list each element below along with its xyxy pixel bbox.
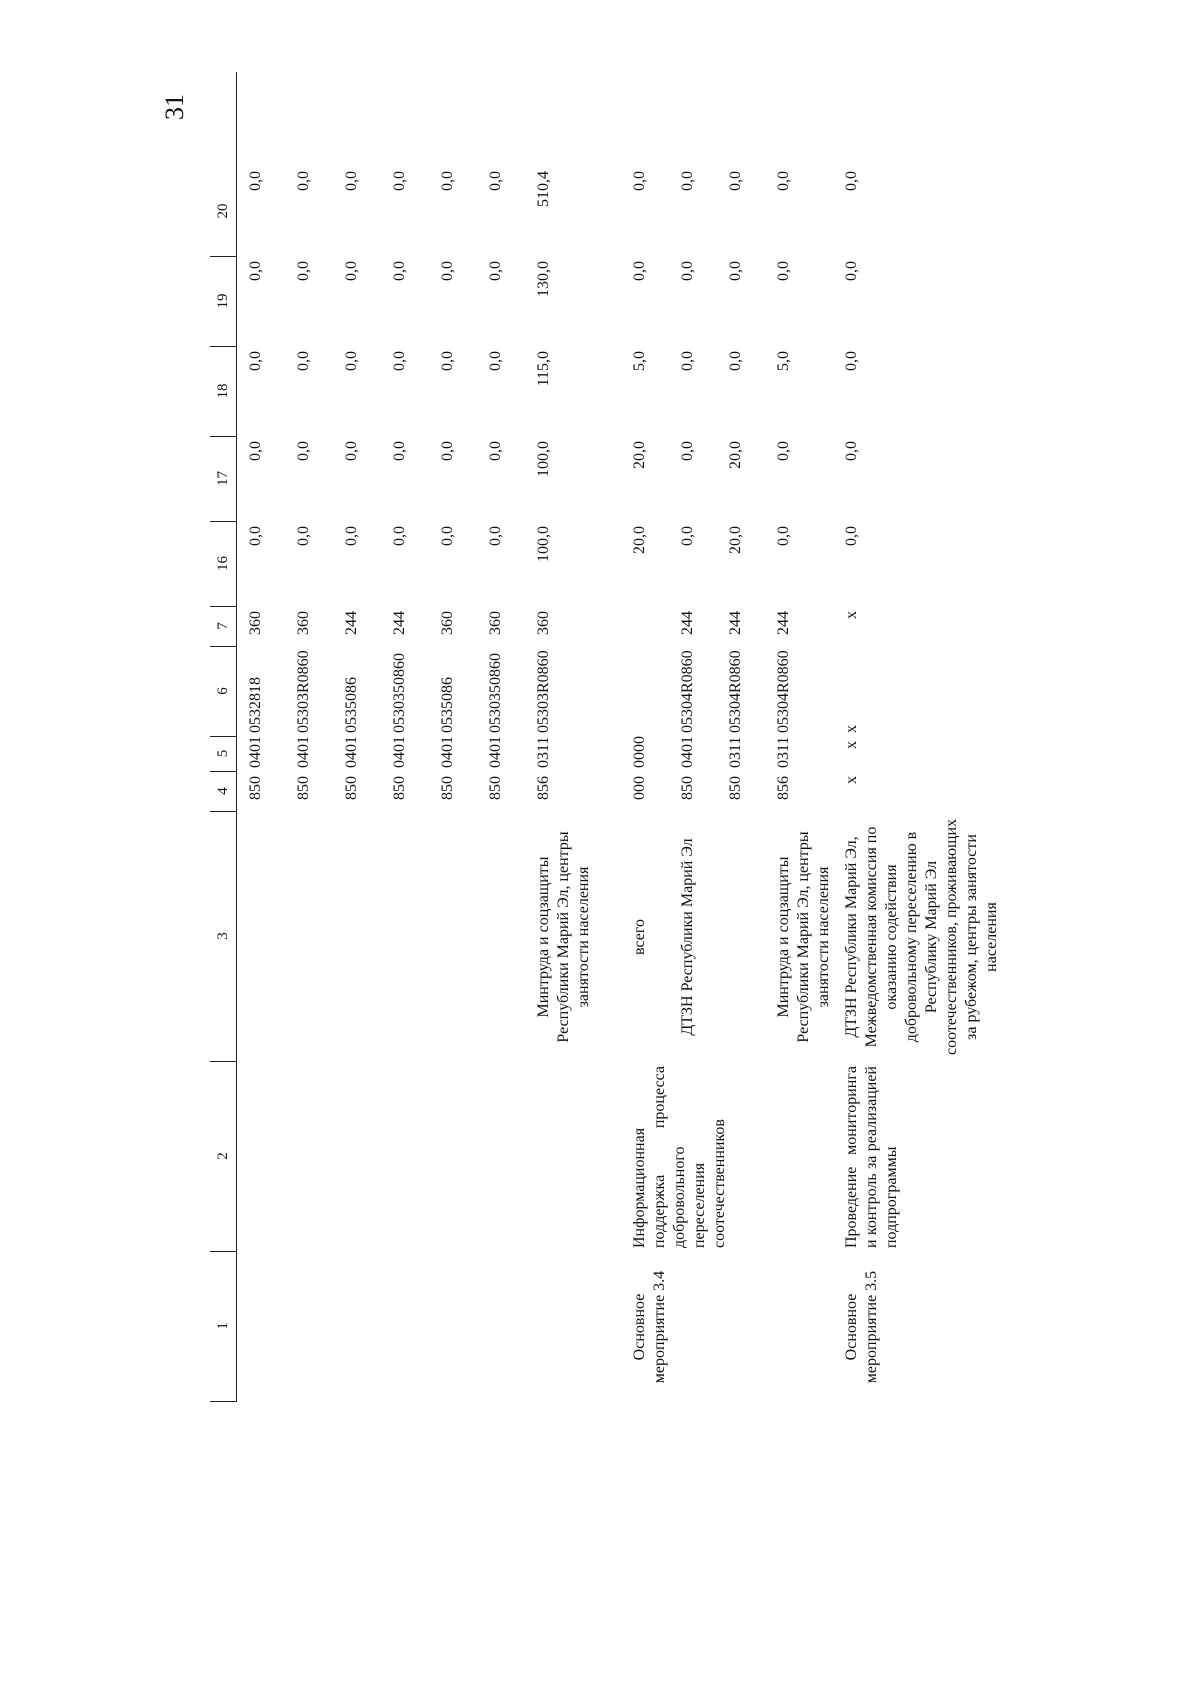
cell-c16: 0,0 [487,526,504,546]
cell-c18: 0,0 [727,351,744,371]
cell-c19: 130,0 [535,261,552,297]
cell-c18: 0,0 [679,351,696,371]
cell-c5: 0311 [775,736,792,768]
cell-c17: 0,0 [487,441,504,461]
cell-c2: Информационная поддержка процесса добровольного переселения соотечественников [631,1066,728,1248]
header-cell-4: 4 [210,771,236,812]
cell-c20: 0,0 [439,171,456,191]
cell-c4: 856 [535,776,552,800]
header-cell-5: 5 [210,736,236,772]
cell-c16: 0,0 [247,526,264,546]
header-cell-19: 19 [210,256,236,347]
cell-c20: 0,0 [391,171,408,191]
header-cell-6: 6 [210,646,236,737]
cell-c5: 0401 [295,736,312,768]
cell-c6: 0532818 [247,677,264,733]
cell-c7: 244 [727,611,744,635]
header-cell-2: 2 [210,1061,236,1252]
cell-c6: 0530350860 [391,653,408,733]
header-cell-3: 3 [210,811,236,1062]
cell-c5: 0401 [439,736,456,768]
cell-c3: Минтруда и соцзащиты Республики Марий Эл, центры занятости населения [535,831,592,1043]
cell-c20: 0,0 [631,171,648,191]
cell-c18: 0,0 [295,351,312,371]
cell-c20: 0,0 [727,171,744,191]
header-cell-1: 1 [210,1251,236,1402]
cell-c7: 244 [679,611,696,635]
cell-c19: 0,0 [727,261,744,281]
cell-c17: 0,0 [439,441,456,461]
cell-c20: 0,0 [679,171,696,191]
cell-c17: 20,0 [727,441,744,469]
cell-c17: 0,0 [391,441,408,461]
cell-c4: 856 [775,776,792,800]
cell-c1: Основное мероприятие 3.4 [631,1270,668,1384]
cell-c16: 0,0 [439,526,456,546]
cell-c17: 0,0 [247,441,264,461]
cell-c5: 0311 [727,736,744,768]
cell-c6: 05303R0860 [535,650,552,733]
cell-c6: 05304R0860 [775,650,792,733]
cell-c20: 0,0 [295,171,312,191]
cell-c19: 0,0 [391,261,408,281]
cell-c18: 0,0 [247,351,264,371]
cell-c19: 0,0 [439,261,456,281]
table-header-row [210,72,237,1402]
cell-c19: 0,0 [775,261,792,281]
cell-c3: ДТЗН Республики Марий Эл [679,838,696,1036]
cell-c18: 115,0 [535,351,552,387]
cell-c19: 0,0 [679,261,696,281]
cell-c18: 0,0 [843,351,860,371]
cell-c7: 360 [295,611,312,635]
cell-c16: 0,0 [843,526,860,546]
cell-c16: 20,0 [631,526,648,554]
cell-c6: 05304R0860 [679,650,696,733]
cell-c7: 360 [439,611,456,635]
cell-c20: 510,4 [535,171,552,207]
cell-c17: 0,0 [295,441,312,461]
cell-c4: 000 [631,776,648,800]
cell-c18: 0,0 [487,351,504,371]
cell-c4: 850 [247,776,264,800]
cell-c6: 05303R0860 [295,650,312,733]
cell-c4: 850 [343,776,360,800]
cell-c16: 20,0 [727,526,744,554]
cell-c4: 850 [295,776,312,800]
cell-c18: 5,0 [775,351,792,371]
cell-c7: 360 [247,611,264,635]
cell-c18: 5,0 [631,351,648,371]
cell-c16: 0,0 [775,526,792,546]
header-cell-20: 20 [210,166,236,257]
cell-c20: 0,0 [247,171,264,191]
cell-c5: 0401 [247,736,264,768]
cell-c20: 0,0 [487,171,504,191]
cell-c6: 0530350860 [487,653,504,733]
cell-c2: Проведение мониторинга и контроль за реализацией подпрограммы [843,1066,900,1248]
cell-c7: х [843,611,860,619]
header-cell-17: 17 [210,436,236,522]
cell-c16: 0,0 [391,526,408,546]
cell-c18: 0,0 [343,351,360,371]
cell-c17: 20,0 [631,441,648,469]
cell-c17: 0,0 [679,441,696,461]
cell-c6: 0535086 [343,677,360,733]
cell-c19: 0,0 [843,261,860,281]
cell-c5: х [843,741,860,749]
cell-c6: 0535086 [439,677,456,733]
cell-c16: 0,0 [679,526,696,546]
cell-c7: 244 [391,611,408,635]
cell-c7: 244 [343,611,360,635]
cell-c4: 850 [727,776,744,800]
cell-c6: х [843,725,860,733]
cell-c18: 0,0 [439,351,456,371]
cell-c4: х [843,776,860,784]
cell-c20: 0,0 [775,171,792,191]
cell-c5: 0401 [391,736,408,768]
cell-c7: 360 [535,611,552,635]
cell-c5: 0311 [535,736,552,768]
header-cell-16: 16 [210,521,236,607]
cell-c4: 850 [679,776,696,800]
cell-c4: 850 [487,776,504,800]
cell-c18: 0,0 [391,351,408,371]
cell-c19: 0,0 [631,261,648,281]
cell-c20: 0,0 [343,171,360,191]
cell-c20: 0,0 [843,171,860,191]
cell-c19: 0,0 [295,261,312,281]
cell-c19: 0,0 [487,261,504,281]
cell-c7: 244 [775,611,792,635]
cell-c3: Минтруда и соцзащиты Республики Марий Эл, центры занятости населения [775,831,832,1043]
cell-c5: 0401 [679,736,696,768]
header-cell-7: 7 [210,606,236,647]
cell-c16: 100,0 [535,526,552,562]
header-cell-18: 18 [210,346,236,437]
cell-c19: 0,0 [247,261,264,281]
cell-c17: 0,0 [843,441,860,461]
cell-c4: 850 [391,776,408,800]
rotated-table [210,0,1110,1402]
page-number: 31 [160,94,189,120]
cell-c17: 100,0 [535,441,552,477]
cell-c7: 360 [487,611,504,635]
cell-c3: всего [631,918,648,956]
cell-c6: 05304R0860 [727,650,744,733]
cell-c5: 0401 [487,736,504,768]
cell-c4: 850 [439,776,456,800]
cell-c16: 0,0 [343,526,360,546]
cell-c1: Основное мероприятие 3.5 [843,1270,880,1384]
cell-c5: 0401 [343,736,360,768]
cell-c17: 0,0 [775,441,792,461]
cell-c5: 0000 [631,736,648,768]
cell-c16: 0,0 [295,526,312,546]
cell-c19: 0,0 [343,261,360,281]
cell-c17: 0,0 [343,441,360,461]
cell-c3: ДТЗН Республики Марий Эл, Межведомственная комиссия по оказанию содействия добровольному переселению в Республику Марий Эл соотечественников, проживающих за рубежом, центры занятости населения [843,818,1000,1056]
